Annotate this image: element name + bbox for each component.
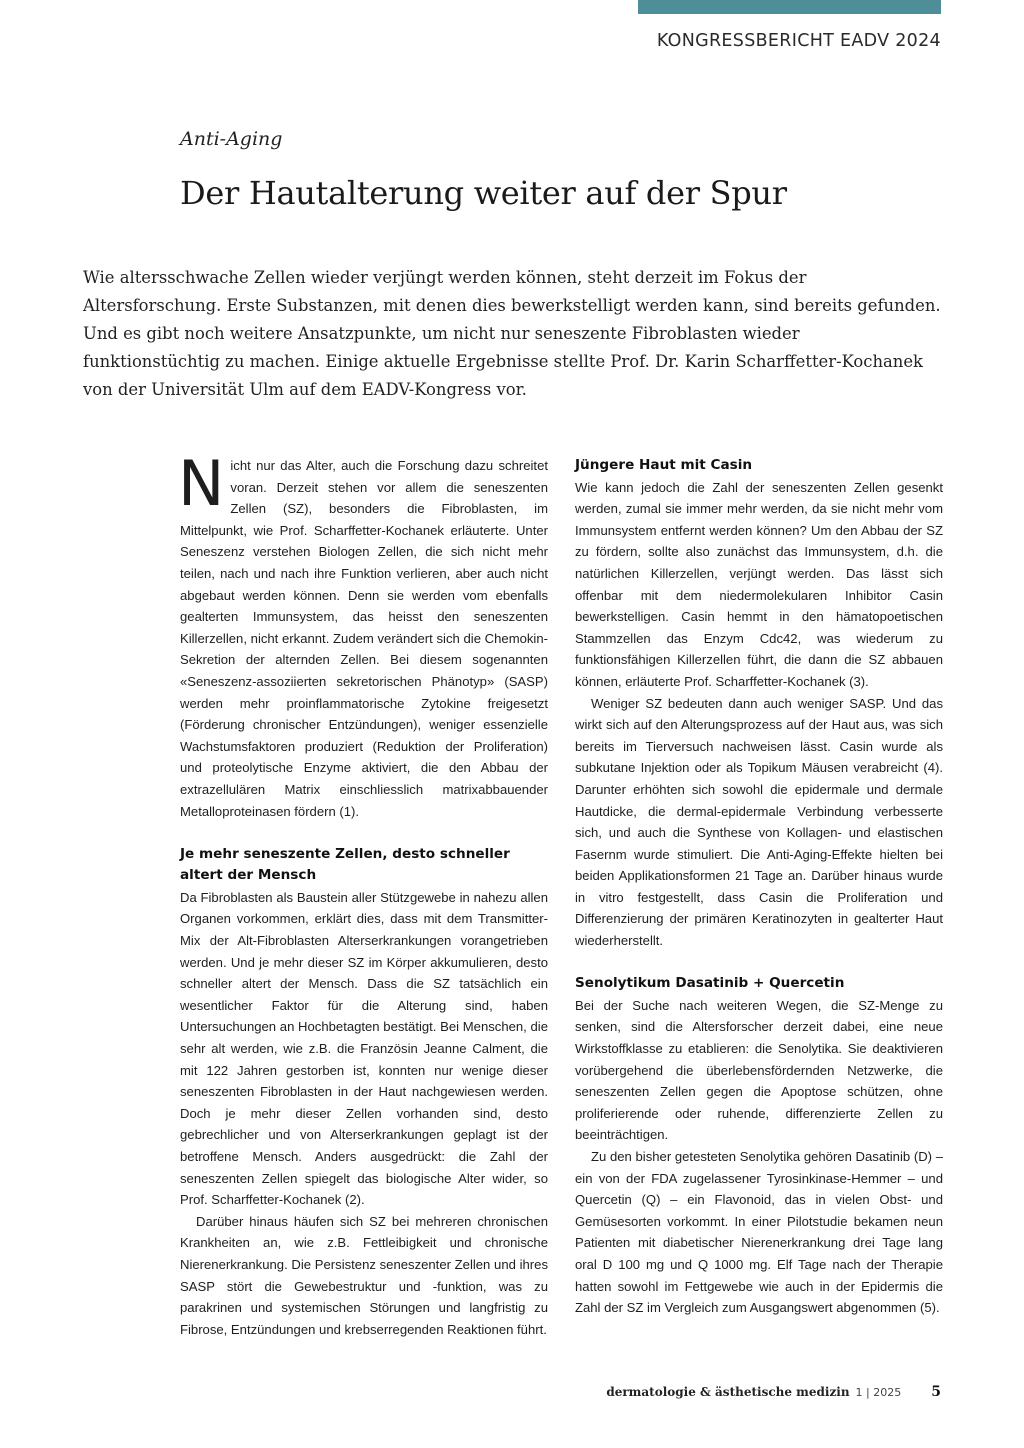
body-paragraph: Weniger SZ bedeuten dann auch weniger SASP. Und das wirkt sich auf den Alterungsprozess auf der Haut aus, was sich bereits im Tierversuch nachweisen lässt. Casin wurde als subkutane Injektion oder als Topikum Mäusen verabreicht (4). Darunter erhöhten sich sowohl die epidermale und dermale Hautdicke, die dermal-epidermale Verbindung verbesserte sich, und auch die Synthese von Kollagen- und elastischen Fasernm wurde stimuliert. Die Anti-Aging-Effekte hielten bei beiden Applikationsformen 21 Tage an. Darüber hinaus wurde in vitro festgestellt, dass Casin die Proliferation und Differenzierung der primären Keratinozyten in gealterter Haut wiederherstellt. <box>575 695 943 949</box>
right-column <box>575 455 943 1319</box>
subheading-seneszente-zellen: Je mehr seneszente Zellen, desto schneller altert der Mensch <box>180 845 510 884</box>
article-title: Der Hautalterung weiter auf der Spur <box>180 174 787 212</box>
header-accent-bar <box>638 0 941 14</box>
article-kicker: Anti-Aging <box>180 128 283 150</box>
running-head: KONGRESSBERICHT EADV 2024 <box>656 31 941 51</box>
intro-paragraph <box>178 447 548 822</box>
drop-cap: N <box>178 447 225 520</box>
left-column <box>178 447 548 1340</box>
intro-paragraph-text: icht nur das Alter, auch die Forschung dazu schreitet voran. Derzeit stehen vor allem die seneszenten Zellen (SZ), besonders die Fibroblasten, im Mittelpunkt, wie Prof. Scharffetter-Kochanek erläuterte. Unter Seneszenz verstehen Biologen Zellen, die sich nicht mehr teilen, nach und nach ihre Funktion verlieren, aber auch nicht abgebaut werden können. Denn sie werden vom ebenfalls gealterten Immunsystem, das heisst den seneszenten Killerzellen, nicht erkannt. Zudem verändert sich die Chemokin-Sekretion der alternden Zellen. Bei diesem sogenannten «Seneszenz-assoziierten sekretorischen Phänotyp» (SASP) werden mehr proinflammatorische Zytokine freigesetzt (Förderung chronischer Entzündungen), weniger essenzielle Wachstumsfaktoren produziert (Reduktion der Proliferation) und proteolytische Enzyme aktiviert, die den Abbau der extrazellulären Matrix einschliesslich matrixabbauender Metalloproteinasen fördern (1). <box>180 458 548 819</box>
body-paragraph: Da Fibroblasten als Baustein aller Stützgewebe in nahezu allen Organen vorkommen, erklärt dies, dass mit dem Transmitter-Mix der Alt-Fibroblasten Alterserkrankungen vorangetrieben werden. Und je mehr dieser SZ im Körper akkumulieren, desto schneller altert der Mensch. Dass die SZ tatsächlich ein wesentlicher Faktor für die Alterung sind, haben Untersuchungen an Hochbetagten bestätigt. Bei Menschen, die sehr alt werden, wie z.B. die Französin Jeanne Calment, die mit 122 Jahren gestorben ist, konnten nur wenige dieser seneszenten Fibroblasten in der Haut nachgewiesen werden. Doch je mehr dieser Zellen vorhanden sind, desto gebrechlicher und von Alterserkrankungen geplagt ist der betroffene Mensch. Anders ausgedrückt: die Zahl der seneszenten Zellen spiegelt das biologische Alter wider, so Prof. Scharffetter-Kochanek (2). <box>180 889 548 1208</box>
subheading-senolytikum: Senolytikum Dasatinib + Quercetin <box>575 975 845 992</box>
body-paragraph: Wie kann jedoch die Zahl der seneszenten Zellen gesenkt werden, zumal sie immer mehr werden, da sie nicht mehr vom Immunsystem entfernt werden können? Um den Abbau der SZ zu fördern, sollte also zunächst das Immunsystem, d.h. die natürlichen Killerzellen, verjüngt werden. Das lässt sich offenbar mit dem niedermolekularen Inhibitor Casin bewerkstelligen. Casin hemmt in den hämatopoetischen Stammzellen das Enzym Cdc42, was wiederum zu funktionsfähigen Killerzellen führt, die dann die SZ abbauen können, erläuterte Prof. Scharffetter-Kochanek (3). <box>575 479 943 689</box>
body-paragraph: Darüber hinaus häufen sich SZ bei mehreren chronischen Krankheiten an, wie z.B. Fettleibigkeit und chronische Nierenerkrankung. Die Persistenz seneszenter Zellen und ihres SASP stört die Gewebestruktur und -funktion, was zu parakrinen und systemischen Störungen und langfristig zu Fibrose, Entzündungen und krebserregenden Reaktionen führt. <box>180 1213 548 1337</box>
page-footer <box>606 1384 941 1400</box>
body-paragraph: Zu den bisher getesteten Senolytika gehören Dasatinib (D) – ein von der FDA zugelassener Tyrosinkinase-Hemmer – und Quercetin (Q) – ein Flavonoid, das in vielen Obst- und Gemüsesorten vorkommt. In einer Pilotstudie bekamen neun Patienten mit diabetischer Nierenerkrankung drei Tage lang oral D 100 mg und Q 1000 mg. Elf Tage nach der Therapie hatten sowohl im Fettgewebe wie auch in der Epidermis die Zahl der SZ im Vergleich zum Ausgangswert abgenommen (5). <box>575 1149 943 1316</box>
article-lead: Wie altersschwache Zellen wieder verjüngt werden können, steht derzeit im Fokus der Altersforschung. Erste Substanzen, mit denen dies bewerkstelligt werden kann, sind bereits gefunden. Und es gibt noch weitere Ansatzpunkte, um nicht nur seneszente Fibroblasten wieder funktionstüchtig zu machen. Einige aktuelle Ergebnisse stellte Prof. Dr. Karin Scharffetter-Kochanek von der Universität Ulm auf dem EADV-Kongress vor. <box>83 268 941 399</box>
journal-name: dermatologie & ästhetische medizin <box>606 1385 850 1399</box>
page-number: 5 <box>931 1384 941 1400</box>
subheading-casin: Jüngere Haut mit Casin <box>575 457 753 473</box>
body-paragraph: Bei der Suche nach weiteren Wegen, die SZ-Menge zu senken, sind die Altersforscher derzeit dabei, eine neue Wirkstoffklasse zu etablieren: die Senolytika. Sie deaktivieren vorübergehend die überlebensfördernden Netzwerke, die seneszenten Zellen gegen die Apoptose schützen, ohne proliferierende oder ruhende, differenzierte Zellen zu beeinträchtigen. <box>575 997 943 1143</box>
issue-number: 1 | 2025 <box>855 1386 902 1399</box>
